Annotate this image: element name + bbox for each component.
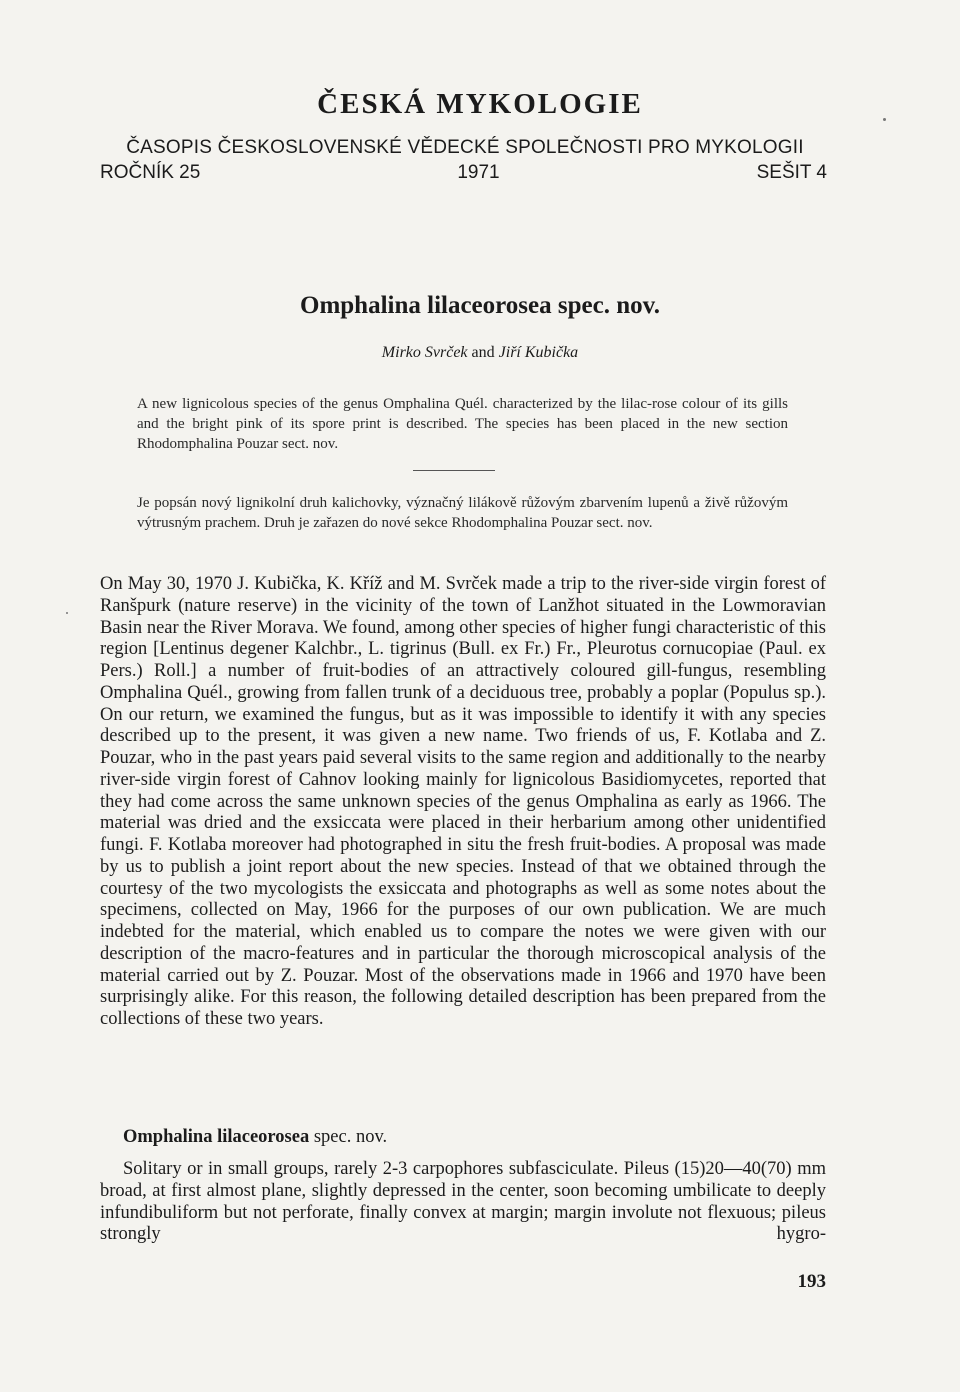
issue-line — [100, 162, 827, 184]
authors — [0, 344, 960, 362]
author-and: and — [471, 344, 495, 361]
author-1: Mirko Svrček — [381, 344, 468, 361]
abstract-czech: Je popsán nový lignikolní druh kalichovky, význačný lilákově růžovým zbarvením lupenů a živě růžovým výtrusným prachem. Druh je zařazen do nové sekce Rhodomphalina Pouzar sect. nov. — [137, 495, 788, 531]
article-title: Omphalina lilaceorosea spec. nov. — [300, 292, 660, 319]
year-label: 1971 — [457, 162, 500, 183]
author-2: Jiří Kubička — [498, 344, 579, 361]
page-number: 193 — [797, 1271, 826, 1292]
scan-speck — [66, 612, 68, 614]
body-paragraph: On May 30, 1970 J. Kubička, K. Kříž and M. Svrček made a trip to the river-side virgin forest of Ranšpurk (nature reserve) in the vicinity of the town of Lanžhot situated in the Lowmoravian Basin near the River Morava. We found, among other species of higher fungi characteristic of this region [Lentinus degener Kalchbr., L. tigrinus (Bull. ex Fr.) Fr., Pleurotus cornucopiae (Paul. ex Pers.) Roll.] a number of fruit-bodies of an attractively coloured gill-fungus, resembling Omphalina Quél., growing from fallen trunk of a deciduous tree, probably a poplar (Populus sp.). On our return, we examined the fungus, but as it was impossible to identify it with any species described up to the present, it was given a new name. Two friends of us, F. Kotlaba and Z. Pouzar, who in the past years paid several visits to the same region and additionally to the nearby river-side virgin forest of Cahnov looking mainly for lignicolous Basidiomycetes, reported that they had come across the same unknown species of the genus Omphalina as early as 1966. The material was dried and the exsiccata were placed in their herbarium among other unidentified fungi. F. Kotlaba moreover had photographed in situ the fresh fruit-bodies. A proposal was made by us to publish a joint report about the new species. Instead of that we obtained through the courtesy of the two mycologists the exsiccata and photographs as well as some notes about the specimens, collected on May, 1966 for the purposes of our own publication. We are much indebted for the material, which enabled us to compare the notes we were given with our description of the macro-features and in particular the thorough microscopical analysis of the material carried out by Z. Pouzar. Most of the observations made in 1966 and 1970 have been surprisingly alike. For this reason, the following detailed description has been prepared from the collections of these two years. — [100, 574, 826, 1029]
species-heading — [123, 1127, 387, 1148]
scan-speck — [883, 118, 886, 121]
volume-label: ROČNÍK 25 — [100, 162, 201, 183]
issue-label: SEŠIT 4 — [756, 162, 827, 183]
species-heading-suffix: spec. nov. — [313, 1127, 388, 1147]
abstract-english: A new lignicolous species of the genus Omphalina Quél. characterized by the lilac-rose colour of its gills and the bright pink of its spore print is described. The species has been placed in the new section Rhodomphalina Pouzar sect. nov. — [137, 396, 788, 452]
species-heading-name: Omphalina lilaceorosea — [123, 1127, 310, 1147]
abstract-divider — [413, 470, 495, 471]
journal-title: ČESKÁ MYKOLOGIE — [317, 88, 643, 120]
journal-subtitle: ČASOPIS ČESKOSLOVENSKÉ VĚDECKÉ SPOLEČNOSTI PRO MYKOLOGII — [126, 137, 804, 158]
article-body — [100, 574, 826, 1031]
species-description: Solitary or in small groups, rarely 2-3 carpophores subfasciculate. Pileus (15)20—40(70) mm broad, at first almost plane, slightly depressed in the center, soon becoming umbilicate to deeply infundibuliform but not perforate, finally convex at margin; margin involute not flexuous; pileus strongly hygro- — [100, 1159, 826, 1245]
